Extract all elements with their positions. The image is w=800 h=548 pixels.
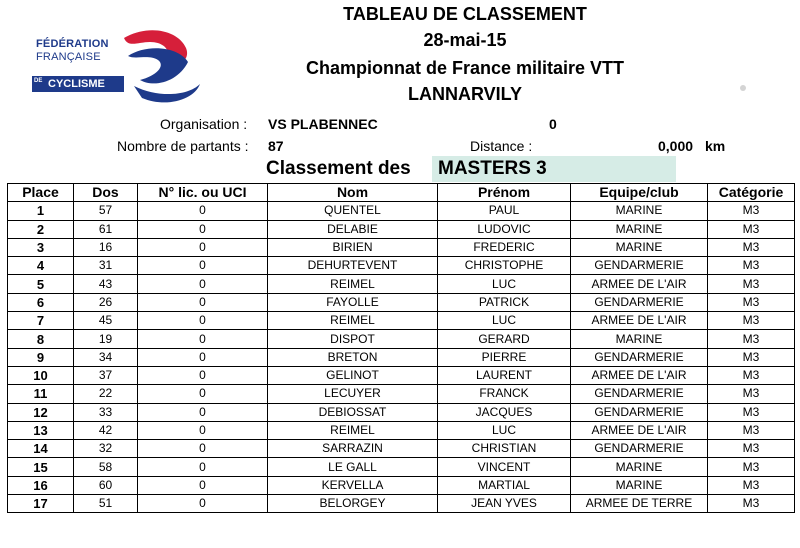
cell-categorie: M3 xyxy=(708,366,795,384)
cell-equipe: ARMEE DE TERRE xyxy=(571,495,708,513)
cell-equipe: ARMEE DE L'AIR xyxy=(571,275,708,293)
cell-categorie: M3 xyxy=(708,348,795,366)
cell-licence: 0 xyxy=(138,440,268,458)
event-location: LANNARVILY xyxy=(407,84,523,104)
cell-nom: DEBIOSSAT xyxy=(268,403,438,421)
cell-dos: 16 xyxy=(74,238,138,256)
cell-place: 7 xyxy=(8,312,74,330)
cell-equipe: MARINE xyxy=(571,220,708,238)
logo-line-cyclisme: CYCLISME xyxy=(48,78,105,90)
cell-dos: 51 xyxy=(74,495,138,513)
cell-licence: 0 xyxy=(138,257,268,275)
cell-categorie: M3 xyxy=(708,312,795,330)
cell-licence: 0 xyxy=(138,421,268,439)
cell-place: 3 xyxy=(8,238,74,256)
cell-nom: BIRIEN xyxy=(268,238,438,256)
cell-prenom: LUC xyxy=(438,312,571,330)
cell-equipe: GENDARMERIE xyxy=(571,293,708,311)
cell-categorie: M3 xyxy=(708,330,795,348)
column-header: Place xyxy=(8,184,74,202)
cell-nom: KERVELLA xyxy=(268,476,438,494)
cell-nom: SARRAZIN xyxy=(268,440,438,458)
cell-equipe: GENDARMERIE xyxy=(571,403,708,421)
cell-place: 16 xyxy=(8,476,74,494)
scan-dot xyxy=(740,85,746,91)
column-header: Nom xyxy=(268,184,438,202)
table-row xyxy=(8,440,795,458)
column-header: Equipe/club xyxy=(571,184,708,202)
cell-nom: BELORGEY xyxy=(268,495,438,513)
cell-nom: BRETON xyxy=(268,348,438,366)
table-row xyxy=(8,202,795,220)
cell-prenom: CHRISTIAN xyxy=(438,440,571,458)
event-date: 28-mai-15 xyxy=(423,30,507,50)
cell-prenom: GERARD xyxy=(438,330,571,348)
cell-dos: 32 xyxy=(74,440,138,458)
cell-prenom: LUC xyxy=(438,275,571,293)
cell-dos: 61 xyxy=(74,220,138,238)
cell-categorie: M3 xyxy=(708,495,795,513)
organisation-value: VS PLABENNEC xyxy=(268,116,378,132)
cell-place: 12 xyxy=(8,403,74,421)
cell-prenom: FREDERIC xyxy=(438,238,571,256)
cell-place: 1 xyxy=(8,202,74,220)
cell-dos: 19 xyxy=(74,330,138,348)
category-highlight xyxy=(432,156,676,182)
cell-equipe: MARINE xyxy=(571,202,708,220)
column-header: Catégorie xyxy=(708,184,795,202)
cell-licence: 0 xyxy=(138,348,268,366)
cell-equipe: GENDARMERIE xyxy=(571,257,708,275)
ffc-logo xyxy=(28,26,204,108)
cell-prenom: FRANCK xyxy=(438,385,571,403)
logo-line-de: DE xyxy=(34,78,43,84)
cell-categorie: M3 xyxy=(708,403,795,421)
cell-nom: REIMEL xyxy=(268,275,438,293)
table-row xyxy=(8,293,795,311)
page-title: TABLEAU DE CLASSEMENT xyxy=(343,4,587,24)
cell-dos: 42 xyxy=(74,421,138,439)
cell-dos: 26 xyxy=(74,293,138,311)
table-body xyxy=(8,202,795,513)
cell-licence: 0 xyxy=(138,293,268,311)
cell-dos: 34 xyxy=(74,348,138,366)
cell-nom: LE GALL xyxy=(268,458,438,476)
cell-licence: 0 xyxy=(138,385,268,403)
cell-place: 13 xyxy=(8,421,74,439)
cell-prenom: LAURENT xyxy=(438,366,571,384)
table-row xyxy=(8,257,795,275)
cell-dos: 58 xyxy=(74,458,138,476)
table-row xyxy=(8,366,795,384)
cell-prenom: PIERRE xyxy=(438,348,571,366)
cell-place: 4 xyxy=(8,257,74,275)
table-row xyxy=(8,458,795,476)
cell-dos: 60 xyxy=(74,476,138,494)
cell-categorie: M3 xyxy=(708,257,795,275)
cell-licence: 0 xyxy=(138,495,268,513)
cell-equipe: MARINE xyxy=(571,476,708,494)
organisation-extra: 0 xyxy=(549,116,557,132)
cell-nom: FAYOLLE xyxy=(268,293,438,311)
cell-licence: 0 xyxy=(138,476,268,494)
cell-dos: 45 xyxy=(74,312,138,330)
cell-licence: 0 xyxy=(138,458,268,476)
cell-equipe: MARINE xyxy=(571,330,708,348)
table-row xyxy=(8,238,795,256)
cell-place: 9 xyxy=(8,348,74,366)
table-row xyxy=(8,421,795,439)
cell-place: 10 xyxy=(8,366,74,384)
cell-licence: 0 xyxy=(138,403,268,421)
cell-nom: REIMEL xyxy=(268,312,438,330)
cell-categorie: M3 xyxy=(708,440,795,458)
partants-label: Nombre de partants : xyxy=(117,138,249,154)
table-row xyxy=(8,312,795,330)
organisation-label: Organisation : xyxy=(160,116,248,132)
cell-dos: 37 xyxy=(74,366,138,384)
cell-dos: 57 xyxy=(74,202,138,220)
table-row xyxy=(8,330,795,348)
cell-equipe: ARMEE DE L'AIR xyxy=(571,421,708,439)
cell-place: 17 xyxy=(8,495,74,513)
logo-line-federation: FÉDÉRATION xyxy=(36,38,109,50)
column-header: Prénom xyxy=(438,184,571,202)
cell-nom: REIMEL xyxy=(268,421,438,439)
distance-label: Distance : xyxy=(470,138,533,154)
cell-licence: 0 xyxy=(138,312,268,330)
cell-place: 11 xyxy=(8,385,74,403)
cell-equipe: MARINE xyxy=(571,238,708,256)
cell-nom: DEHURTEVENT xyxy=(268,257,438,275)
cell-dos: 43 xyxy=(74,275,138,293)
table-row xyxy=(8,275,795,293)
table-row xyxy=(8,403,795,421)
cell-place: 6 xyxy=(8,293,74,311)
cell-place: 8 xyxy=(8,330,74,348)
cell-prenom: LUDOVIC xyxy=(438,220,571,238)
cell-prenom: LUC xyxy=(438,421,571,439)
event-name: Championnat de France militaire VTT xyxy=(305,58,625,78)
partants-value: 87 xyxy=(268,138,284,154)
table-row xyxy=(8,476,795,494)
cell-dos: 31 xyxy=(74,257,138,275)
table-row xyxy=(8,385,795,403)
cell-dos: 22 xyxy=(74,385,138,403)
cell-licence: 0 xyxy=(138,366,268,384)
cell-equipe: GENDARMERIE xyxy=(571,440,708,458)
cell-categorie: M3 xyxy=(708,275,795,293)
cell-nom: QUENTEL xyxy=(268,202,438,220)
column-header: N° lic. ou UCI xyxy=(138,184,268,202)
column-header: Dos xyxy=(74,184,138,202)
cell-equipe: GENDARMERIE xyxy=(571,385,708,403)
cell-categorie: M3 xyxy=(708,202,795,220)
cell-equipe: ARMEE DE L'AIR xyxy=(571,366,708,384)
cell-dos: 33 xyxy=(74,403,138,421)
cell-categorie: M3 xyxy=(708,293,795,311)
category-name: MASTERS 3 xyxy=(438,158,547,179)
cell-place: 15 xyxy=(8,458,74,476)
logo-line-francaise: FRANÇAISE xyxy=(36,51,101,63)
cell-nom: DELABIE xyxy=(268,220,438,238)
cell-prenom: VINCENT xyxy=(438,458,571,476)
cell-prenom: PAUL xyxy=(438,202,571,220)
cell-place: 5 xyxy=(8,275,74,293)
cell-licence: 0 xyxy=(138,220,268,238)
cell-categorie: M3 xyxy=(708,238,795,256)
cell-prenom: JACQUES xyxy=(438,403,571,421)
cell-categorie: M3 xyxy=(708,476,795,494)
cell-licence: 0 xyxy=(138,330,268,348)
cell-prenom: CHRISTOPHE xyxy=(438,257,571,275)
cell-prenom: MARTIAL xyxy=(438,476,571,494)
ranking-table xyxy=(7,183,795,513)
table-row xyxy=(8,495,795,513)
cell-prenom: PATRICK xyxy=(438,293,571,311)
table-header-row xyxy=(8,184,795,202)
cell-equipe: MARINE xyxy=(571,458,708,476)
cell-licence: 0 xyxy=(138,202,268,220)
cell-place: 2 xyxy=(8,220,74,238)
cell-categorie: M3 xyxy=(708,220,795,238)
cell-categorie: M3 xyxy=(708,458,795,476)
cell-equipe: GENDARMERIE xyxy=(571,348,708,366)
cell-categorie: M3 xyxy=(708,385,795,403)
table-row xyxy=(8,348,795,366)
classement-label: Classement des xyxy=(266,158,411,179)
cell-place: 14 xyxy=(8,440,74,458)
cell-nom: LECUYER xyxy=(268,385,438,403)
distance-value: 0,000 xyxy=(658,138,694,154)
cell-nom: GELINOT xyxy=(268,366,438,384)
table-row xyxy=(8,220,795,238)
cell-nom: DISPOT xyxy=(268,330,438,348)
cell-prenom: JEAN YVES xyxy=(438,495,571,513)
cell-licence: 0 xyxy=(138,238,268,256)
distance-unit: km xyxy=(705,138,726,154)
cell-categorie: M3 xyxy=(708,421,795,439)
cell-equipe: ARMEE DE L'AIR xyxy=(571,312,708,330)
cell-licence: 0 xyxy=(138,275,268,293)
